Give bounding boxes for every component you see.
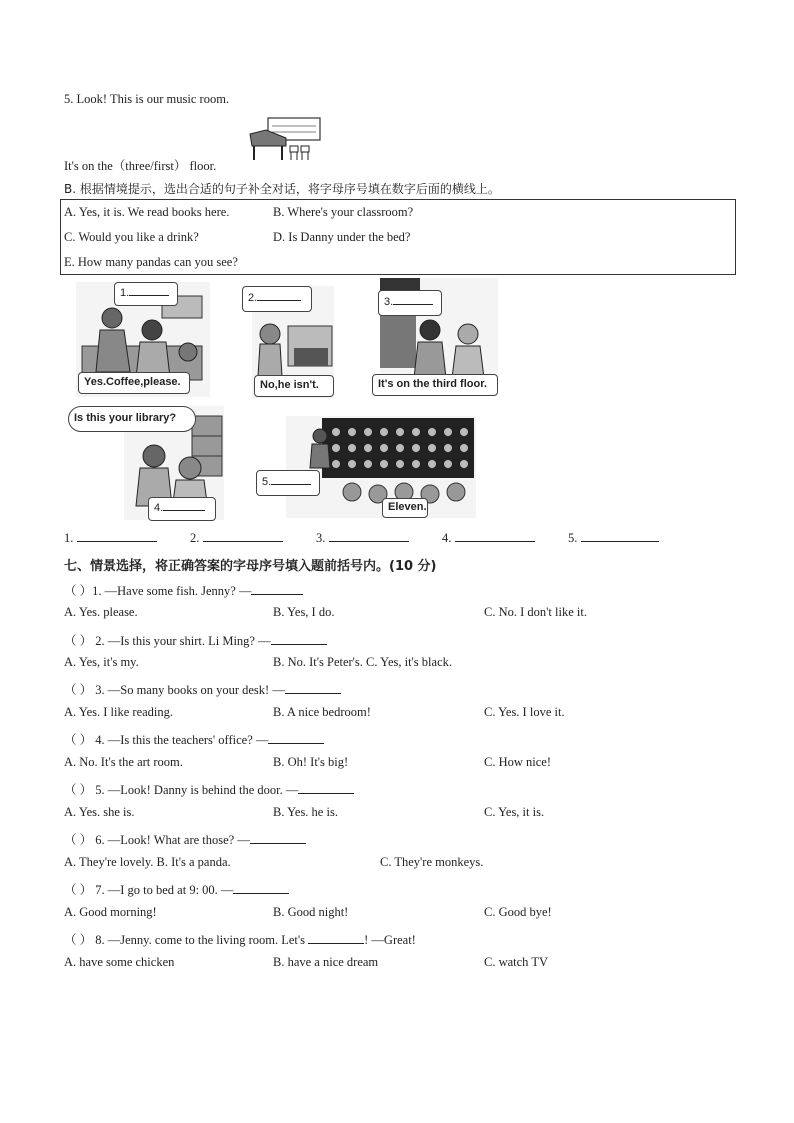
- answer-line-4[interactable]: [455, 541, 535, 542]
- s7-q4-blank[interactable]: [268, 743, 324, 744]
- picture-1-top-blank: [129, 295, 169, 296]
- s7-q6-text: （ ） 6. —Look! What are those? —: [64, 833, 250, 847]
- picture-4-top-bubble: Is this your library?: [68, 406, 196, 432]
- answer-label-3: 3.: [316, 531, 326, 545]
- option-A: A. Yes, it is. We read books here.: [64, 205, 230, 219]
- s7-q7-text: （ ） 7. —I go to bed at 9: 00. —: [64, 883, 234, 897]
- s7-q5-c: C. Yes, it is.: [484, 805, 545, 819]
- piano-picture: [246, 116, 322, 166]
- picture-5-pandas: [286, 416, 476, 518]
- s7-q4: [64, 730, 324, 748]
- picture-4-bottom-blank: [163, 510, 205, 511]
- option-D: D. Is Danny under the bed?: [273, 230, 411, 244]
- s7-q3-a: A. Yes. I like reading.: [64, 705, 174, 719]
- picture-1-top-number: 1.: [120, 287, 130, 299]
- s7-q2-b: B. No. It's Peter's. C. Yes, it's black.: [273, 655, 452, 669]
- s7-q7-c: C. Good bye!: [484, 905, 552, 919]
- picture-2-top-blank: [257, 300, 301, 301]
- s7-q2-text: （ ） 2. —Is this your shirt. Li Ming? —: [64, 634, 271, 648]
- picture-1-top-bubble: [114, 282, 178, 306]
- picture-1-bottom-bubble: Yes.Coffee,please.: [78, 372, 190, 394]
- s7-q8-blank[interactable]: [308, 943, 364, 944]
- picture-2-bottom-bubble: No,he isn't.: [254, 375, 334, 397]
- picture-3-top-number: 3.: [384, 296, 394, 308]
- s7-q5-a: A. Yes. she is.: [64, 805, 135, 819]
- s7-q5: [64, 780, 354, 798]
- picture-5-left-bubble: [256, 470, 320, 496]
- picture-4-bottom-number: 4.: [154, 502, 164, 514]
- s7-q8-c: C. watch TV: [484, 955, 548, 969]
- answer-blank-3[interactable]: [316, 531, 409, 546]
- picture-5-bottom-bubble: Eleven.: [382, 498, 428, 518]
- s7-q1: [64, 581, 303, 599]
- picture-2-top-bubble: [242, 286, 312, 312]
- s7-q2: [64, 631, 327, 649]
- answer-label-5: 5.: [568, 531, 578, 545]
- s7-q5-blank[interactable]: [298, 793, 354, 794]
- s7-q4-text: （ ） 4. —Is this the teachers' office? —: [64, 733, 269, 747]
- answer-blank-4[interactable]: [442, 531, 535, 546]
- s7-q1-blank[interactable]: [251, 594, 303, 595]
- s7-q3-b: B. A nice bedroom!: [273, 705, 371, 719]
- picture-5-left-number: 5.: [262, 476, 272, 488]
- answer-label-2: 2.: [190, 531, 200, 545]
- s7-q6-c: C. They're monkeys.: [380, 855, 484, 869]
- s7-q3-c: C. Yes. I love it.: [484, 705, 565, 719]
- partB-instruction: B. 根据情境提示，选出合适的句子补全对话，将字母序号填在数字后面的横线上。: [64, 182, 500, 196]
- s7-q7-blank[interactable]: [233, 893, 289, 894]
- picture-3-top-bubble: [378, 290, 442, 316]
- s7-q8-b: B. have a nice dream: [273, 955, 379, 969]
- picture-4-bottom-bubble: [148, 497, 216, 521]
- s7-q6: [64, 830, 306, 848]
- section7-title: 七、情景选择，将正确答案的字母序号填入题前括号内。(10 分): [64, 559, 437, 574]
- answer-label-1: 1.: [64, 531, 74, 545]
- picture-5-left-blank: [271, 484, 311, 485]
- answer-blank-5[interactable]: [568, 531, 659, 546]
- s7-q1-b: B. Yes, I do.: [273, 605, 335, 619]
- s7-q7-b: B. Good night!: [273, 905, 349, 919]
- s7-q4-b: B. Oh! It's big!: [273, 755, 349, 769]
- answer-line-5[interactable]: [581, 541, 659, 542]
- s7-q3-blank[interactable]: [285, 693, 341, 694]
- s7-q4-a: A. No. It's the art room.: [64, 755, 183, 769]
- s7-q8-text: （ ） 8. —Jenny. come to the living room. Let's: [64, 933, 305, 947]
- s7-q7: [64, 880, 289, 898]
- answer-label-4: 4.: [442, 531, 452, 545]
- option-C: C. Would you like a drink?: [64, 230, 199, 244]
- s7-q6-blank[interactable]: [250, 843, 306, 844]
- s7-q5-text: （ ） 5. —Look! Danny is behind the door. —: [64, 783, 299, 797]
- s7-q7-a: A. Good morning!: [64, 905, 157, 919]
- s7-q8-a: A. have some chicken: [64, 955, 175, 969]
- picture-3-top-blank: [393, 304, 433, 305]
- answer-line-3[interactable]: [329, 541, 409, 542]
- s7-q8-tail: ! —Great!: [364, 933, 416, 947]
- s7-q1-text: （ ）1. —Have some fish. Jenny? —: [64, 584, 252, 598]
- answer-line-2[interactable]: [203, 541, 283, 542]
- s7-q1-c: C. No. I don't like it.: [484, 605, 587, 619]
- s7-q2-a: A. Yes, it's my.: [64, 655, 139, 669]
- picture-3-bottom-bubble: It's on the third floor.: [372, 374, 498, 396]
- q5-line2: It's on the（three/first） floor.: [64, 159, 217, 173]
- answer-line-1[interactable]: [77, 541, 157, 542]
- s7-q5-b: B. Yes. he is.: [273, 805, 338, 819]
- q5-line1: 5. Look! This is our music room.: [64, 92, 230, 106]
- s7-q1-a: A. Yes. please.: [64, 605, 138, 619]
- option-B: B. Where's your classroom?: [273, 205, 414, 219]
- s7-q4-c: C. How nice!: [484, 755, 551, 769]
- s7-q3-text: （ ） 3. —So many books on your desk! —: [64, 683, 285, 697]
- s7-q8: [64, 930, 416, 948]
- s7-q3: [64, 680, 341, 698]
- option-E: E. How many pandas can you see?: [64, 255, 238, 269]
- answer-blank-2[interactable]: [190, 531, 283, 546]
- answer-blank-1[interactable]: [64, 531, 157, 546]
- s7-q6-a: A. They're lovely. B. It's a panda.: [64, 855, 231, 869]
- picture-2-top-number: 2.: [248, 292, 258, 304]
- s7-q2-blank[interactable]: [271, 644, 327, 645]
